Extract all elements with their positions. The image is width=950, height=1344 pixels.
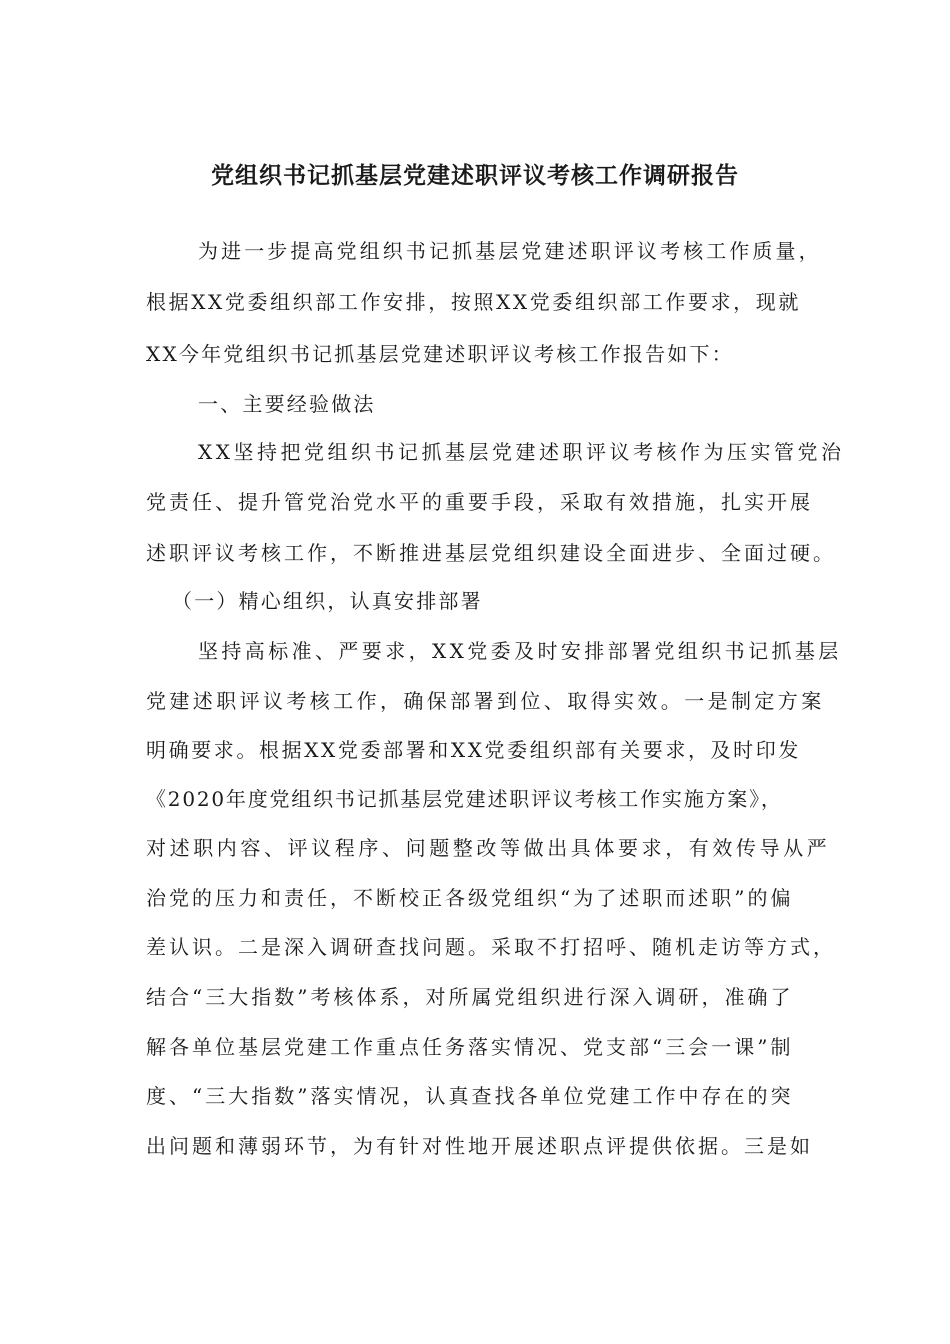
paragraph-line: 对述职内容、评议程序、问题整改等做出具体要求，有效传导从严: [146, 836, 831, 860]
paragraph-line: 解各单位基层党建工作重点任务落实情况、党支部“三会一课”制: [146, 1035, 794, 1059]
paragraph-line: 根据XX党委组织部工作安排，按照XX党委组织部工作要求，现就: [146, 290, 801, 314]
subsection-heading: （一）精心组织，认真安排部署: [172, 589, 483, 613]
paragraph-line: 述职评议考核工作，不断推进基层党组织建设全面进步、全面过硬。: [146, 541, 836, 565]
paragraph-line: 差认识。二是深入调研查找问题。采取不打招呼、随机走访等方式，: [146, 935, 836, 959]
section-heading: 一、主要经验做法: [198, 392, 376, 416]
paragraph-line: 治党的压力和责任，不断校正各级党组织“为了述职而述职”的偏: [146, 886, 794, 910]
paragraph-line: 为进一步提高党组织书记抓基层党建述职评议考核工作质量，: [198, 239, 822, 263]
paragraph-line: 坚持高标准、严要求，XX党委及时安排部署党组织书记抓基层: [198, 639, 842, 663]
paragraph-line: XX今年党组织书记抓基层党建述职评议考核工作报告如下：: [146, 342, 734, 366]
document-title: 党组织书记抓基层党建述职评议考核工作调研报告: [211, 162, 739, 189]
paragraph-line: 结合“三大指数”考核体系，对所属党组织进行深入调研，准确了: [146, 985, 794, 1009]
paragraph-line: 明确要求。根据XX党委部署和XX党委组织部有关要求，及时印发: [146, 738, 801, 762]
paragraph-line: 党建述职评议考核工作，确保部署到位、取得实效。一是制定方案: [146, 689, 825, 713]
paragraph-line: XX坚持把党组织书记抓基层党建述职评议考核作为压实管党治: [198, 440, 845, 464]
paragraph-line: 《2020年度党组织书记抓基层党建述职评议考核工作实施方案》，: [146, 787, 783, 811]
paragraph-line: 度、“三大指数”落实情况，认真查找各单位党建工作中存在的突: [146, 1084, 794, 1108]
paragraph-line: 出问题和薄弱环节，为有针对性地开展述职点评提供依据。三是如: [146, 1134, 813, 1158]
paragraph-line: 党责任、提升管党治党水平的重要手段，采取有效措施，扎实开展: [146, 490, 813, 514]
